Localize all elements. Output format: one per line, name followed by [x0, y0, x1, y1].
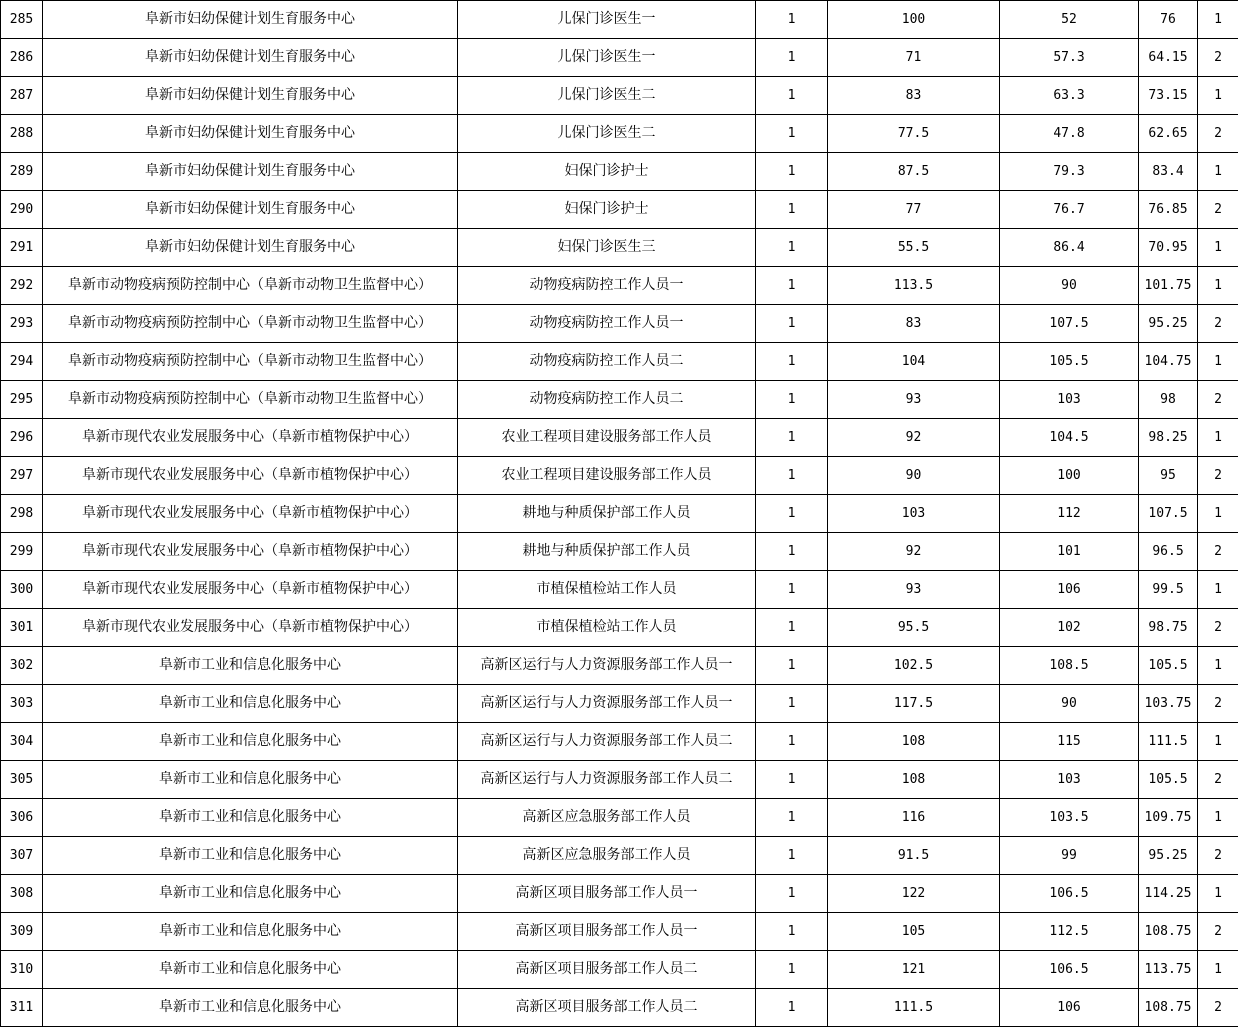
score-b-cell: 102	[1000, 609, 1139, 647]
rank-cell: 2	[1198, 685, 1238, 723]
row-index-cell: 307	[1, 837, 43, 875]
rank-cell: 1	[1198, 495, 1238, 533]
rank-cell: 1	[1198, 799, 1238, 837]
rank-cell: 1	[1198, 875, 1238, 913]
score-a-cell: 83	[828, 305, 1000, 343]
rank-cell: 1	[1198, 419, 1238, 457]
total-score-cell: 98.25	[1139, 419, 1198, 457]
table-row	[1, 875, 1238, 913]
position-name-cell: 动物疫病防控工作人员二	[458, 381, 756, 419]
row-index-cell: 301	[1, 609, 43, 647]
score-b-cell: 90	[1000, 267, 1139, 305]
score-b-cell: 106.5	[1000, 875, 1139, 913]
score-b-cell: 105.5	[1000, 343, 1139, 381]
total-score-cell: 103.75	[1139, 685, 1198, 723]
score-b-cell: 100	[1000, 457, 1139, 495]
position-name-cell: 动物疫病防控工作人员一	[458, 305, 756, 343]
row-index-cell: 309	[1, 913, 43, 951]
table-row	[1, 77, 1238, 115]
table-row	[1, 951, 1238, 989]
unit-name-cell: 阜新市工业和信息化服务中心	[43, 647, 458, 685]
table-row	[1, 685, 1238, 723]
score-a-cell: 92	[828, 533, 1000, 571]
table-row	[1, 913, 1238, 951]
unit-name-cell: 阜新市现代农业发展服务中心（阜新市植物保护中心）	[43, 609, 458, 647]
row-index-cell: 299	[1, 533, 43, 571]
position-name-cell: 妇保门诊护士	[458, 191, 756, 229]
unit-name-cell: 阜新市现代农业发展服务中心（阜新市植物保护中心）	[43, 495, 458, 533]
table-row	[1, 571, 1238, 609]
score-b-cell: 106	[1000, 989, 1139, 1027]
position-name-cell: 高新区项目服务部工作人员一	[458, 913, 756, 951]
table-row	[1, 495, 1238, 533]
rank-cell: 2	[1198, 913, 1238, 951]
row-index-cell: 287	[1, 77, 43, 115]
row-index-cell: 292	[1, 267, 43, 305]
score-b-cell: 104.5	[1000, 419, 1139, 457]
rank-cell: 2	[1198, 191, 1238, 229]
row-index-cell: 306	[1, 799, 43, 837]
hiring-count-cell: 1	[756, 343, 828, 381]
rank-cell: 1	[1198, 343, 1238, 381]
total-score-cell: 95.25	[1139, 305, 1198, 343]
score-a-cell: 105	[828, 913, 1000, 951]
score-a-cell: 83	[828, 77, 1000, 115]
score-a-cell: 77.5	[828, 115, 1000, 153]
table-row	[1, 267, 1238, 305]
row-index-cell: 291	[1, 229, 43, 267]
total-score-cell: 98	[1139, 381, 1198, 419]
row-index-cell: 303	[1, 685, 43, 723]
total-score-cell: 95.25	[1139, 837, 1198, 875]
score-b-cell: 106.5	[1000, 951, 1139, 989]
score-a-cell: 116	[828, 799, 1000, 837]
rank-cell: 2	[1198, 837, 1238, 875]
unit-name-cell: 阜新市妇幼保健计划生育服务中心	[43, 153, 458, 191]
row-index-cell: 310	[1, 951, 43, 989]
table-row	[1, 723, 1238, 761]
score-a-cell: 111.5	[828, 989, 1000, 1027]
total-score-cell: 96.5	[1139, 533, 1198, 571]
hiring-count-cell: 1	[756, 381, 828, 419]
table-row	[1, 799, 1238, 837]
row-index-cell: 290	[1, 191, 43, 229]
total-score-cell: 76	[1139, 1, 1198, 39]
table-row	[1, 457, 1238, 495]
hiring-count-cell: 1	[756, 305, 828, 343]
hiring-count-cell: 1	[756, 191, 828, 229]
hiring-count-cell: 1	[756, 533, 828, 571]
score-a-cell: 87.5	[828, 153, 1000, 191]
rank-cell: 1	[1198, 723, 1238, 761]
table-row	[1, 343, 1238, 381]
score-a-cell: 91.5	[828, 837, 1000, 875]
hiring-count-cell: 1	[756, 799, 828, 837]
position-name-cell: 儿保门诊医生二	[458, 77, 756, 115]
row-index-cell: 300	[1, 571, 43, 609]
unit-name-cell: 阜新市工业和信息化服务中心	[43, 913, 458, 951]
score-a-cell: 104	[828, 343, 1000, 381]
total-score-cell: 76.85	[1139, 191, 1198, 229]
rank-cell: 1	[1198, 153, 1238, 191]
score-b-cell: 103	[1000, 381, 1139, 419]
score-a-cell: 55.5	[828, 229, 1000, 267]
score-b-cell: 99	[1000, 837, 1139, 875]
row-index-cell: 295	[1, 381, 43, 419]
total-score-cell: 113.75	[1139, 951, 1198, 989]
total-score-cell: 111.5	[1139, 723, 1198, 761]
rank-cell: 1	[1198, 229, 1238, 267]
row-index-cell: 286	[1, 39, 43, 77]
unit-name-cell: 阜新市工业和信息化服务中心	[43, 799, 458, 837]
row-index-cell: 296	[1, 419, 43, 457]
score-b-cell: 90	[1000, 685, 1139, 723]
table-row	[1, 761, 1238, 799]
table-row	[1, 533, 1238, 571]
score-a-cell: 108	[828, 761, 1000, 799]
row-index-cell: 302	[1, 647, 43, 685]
table-row	[1, 115, 1238, 153]
score-b-cell: 101	[1000, 533, 1139, 571]
hiring-count-cell: 1	[756, 457, 828, 495]
rank-cell: 1	[1198, 647, 1238, 685]
hiring-count-cell: 1	[756, 685, 828, 723]
table-row	[1, 989, 1238, 1027]
score-a-cell: 95.5	[828, 609, 1000, 647]
score-a-cell: 92	[828, 419, 1000, 457]
score-b-cell: 115	[1000, 723, 1139, 761]
rank-cell: 2	[1198, 115, 1238, 153]
score-b-cell: 112.5	[1000, 913, 1139, 951]
row-index-cell: 289	[1, 153, 43, 191]
position-name-cell: 儿保门诊医生一	[458, 1, 756, 39]
unit-name-cell: 阜新市动物疫病预防控制中心（阜新市动物卫生监督中心）	[43, 305, 458, 343]
position-name-cell: 市植保植检站工作人员	[458, 571, 756, 609]
rank-cell: 1	[1198, 951, 1238, 989]
unit-name-cell: 阜新市动物疫病预防控制中心（阜新市动物卫生监督中心）	[43, 381, 458, 419]
row-index-cell: 297	[1, 457, 43, 495]
position-name-cell: 儿保门诊医生二	[458, 115, 756, 153]
hiring-count-cell: 1	[756, 647, 828, 685]
score-b-cell: 108.5	[1000, 647, 1139, 685]
table-row	[1, 229, 1238, 267]
total-score-cell: 73.15	[1139, 77, 1198, 115]
score-b-cell: 47.8	[1000, 115, 1139, 153]
total-score-cell: 105.5	[1139, 761, 1198, 799]
table-row	[1, 1, 1238, 39]
position-name-cell: 市植保植检站工作人员	[458, 609, 756, 647]
unit-name-cell: 阜新市妇幼保健计划生育服务中心	[43, 229, 458, 267]
row-index-cell: 298	[1, 495, 43, 533]
row-index-cell: 308	[1, 875, 43, 913]
hiring-count-cell: 1	[756, 1, 828, 39]
hiring-count-cell: 1	[756, 153, 828, 191]
unit-name-cell: 阜新市妇幼保健计划生育服务中心	[43, 115, 458, 153]
score-a-cell: 103	[828, 495, 1000, 533]
total-score-cell: 95	[1139, 457, 1198, 495]
score-a-cell: 117.5	[828, 685, 1000, 723]
score-a-cell: 90	[828, 457, 1000, 495]
table-row	[1, 837, 1238, 875]
score-b-cell: 103.5	[1000, 799, 1139, 837]
row-index-cell: 311	[1, 989, 43, 1027]
position-name-cell: 高新区项目服务部工作人员一	[458, 875, 756, 913]
score-b-cell: 52	[1000, 1, 1139, 39]
position-name-cell: 高新区运行与人力资源服务部工作人员一	[458, 647, 756, 685]
total-score-cell: 99.5	[1139, 571, 1198, 609]
score-b-cell: 76.7	[1000, 191, 1139, 229]
score-b-cell: 86.4	[1000, 229, 1139, 267]
position-name-cell: 高新区运行与人力资源服务部工作人员二	[458, 723, 756, 761]
position-name-cell: 高新区项目服务部工作人员二	[458, 951, 756, 989]
table-row	[1, 647, 1238, 685]
table-row	[1, 191, 1238, 229]
hiring-count-cell: 1	[756, 951, 828, 989]
position-name-cell: 高新区应急服务部工作人员	[458, 799, 756, 837]
hiring-count-cell: 1	[756, 837, 828, 875]
total-score-cell: 107.5	[1139, 495, 1198, 533]
position-name-cell: 动物疫病防控工作人员一	[458, 267, 756, 305]
total-score-cell: 108.75	[1139, 989, 1198, 1027]
total-score-cell: 64.15	[1139, 39, 1198, 77]
hiring-count-cell: 1	[756, 419, 828, 457]
total-score-cell: 105.5	[1139, 647, 1198, 685]
unit-name-cell: 阜新市现代农业发展服务中心（阜新市植物保护中心）	[43, 571, 458, 609]
table-row	[1, 153, 1238, 191]
unit-name-cell: 阜新市妇幼保健计划生育服务中心	[43, 39, 458, 77]
score-b-cell: 63.3	[1000, 77, 1139, 115]
unit-name-cell: 阜新市妇幼保健计划生育服务中心	[43, 191, 458, 229]
position-name-cell: 耕地与种质保护部工作人员	[458, 533, 756, 571]
unit-name-cell: 阜新市妇幼保健计划生育服务中心	[43, 77, 458, 115]
score-a-cell: 93	[828, 381, 1000, 419]
score-a-cell: 100	[828, 1, 1000, 39]
unit-name-cell: 阜新市工业和信息化服务中心	[43, 837, 458, 875]
score-b-cell: 57.3	[1000, 39, 1139, 77]
score-b-cell: 107.5	[1000, 305, 1139, 343]
total-score-cell: 98.75	[1139, 609, 1198, 647]
total-score-cell: 70.95	[1139, 229, 1198, 267]
rank-cell: 2	[1198, 989, 1238, 1027]
row-index-cell: 304	[1, 723, 43, 761]
hiring-count-cell: 1	[756, 609, 828, 647]
hiring-count-cell: 1	[756, 761, 828, 799]
position-name-cell: 高新区项目服务部工作人员二	[458, 989, 756, 1027]
position-name-cell: 儿保门诊医生一	[458, 39, 756, 77]
score-b-cell: 103	[1000, 761, 1139, 799]
position-name-cell: 耕地与种质保护部工作人员	[458, 495, 756, 533]
total-score-cell: 114.25	[1139, 875, 1198, 913]
unit-name-cell: 阜新市现代农业发展服务中心（阜新市植物保护中心）	[43, 457, 458, 495]
rank-cell: 1	[1198, 1, 1238, 39]
row-index-cell: 294	[1, 343, 43, 381]
score-a-cell: 108	[828, 723, 1000, 761]
hiring-count-cell: 1	[756, 77, 828, 115]
position-name-cell: 妇保门诊医生三	[458, 229, 756, 267]
position-name-cell: 高新区运行与人力资源服务部工作人员一	[458, 685, 756, 723]
rank-cell: 2	[1198, 609, 1238, 647]
unit-name-cell: 阜新市工业和信息化服务中心	[43, 685, 458, 723]
position-name-cell: 高新区运行与人力资源服务部工作人员二	[458, 761, 756, 799]
unit-name-cell: 阜新市工业和信息化服务中心	[43, 951, 458, 989]
table-row	[1, 39, 1238, 77]
table-row	[1, 305, 1238, 343]
rank-cell: 2	[1198, 39, 1238, 77]
unit-name-cell: 阜新市现代农业发展服务中心（阜新市植物保护中心）	[43, 533, 458, 571]
position-name-cell: 动物疫病防控工作人员二	[458, 343, 756, 381]
unit-name-cell: 阜新市工业和信息化服务中心	[43, 723, 458, 761]
unit-name-cell: 阜新市工业和信息化服务中心	[43, 875, 458, 913]
row-index-cell: 293	[1, 305, 43, 343]
position-name-cell: 农业工程项目建设服务部工作人员	[458, 419, 756, 457]
hiring-count-cell: 1	[756, 115, 828, 153]
rank-cell: 1	[1198, 77, 1238, 115]
hiring-count-cell: 1	[756, 875, 828, 913]
hiring-count-cell: 1	[756, 495, 828, 533]
hiring-count-cell: 1	[756, 913, 828, 951]
unit-name-cell: 阜新市动物疫病预防控制中心（阜新市动物卫生监督中心）	[43, 267, 458, 305]
score-a-cell: 93	[828, 571, 1000, 609]
table-row	[1, 419, 1238, 457]
hiring-count-cell: 1	[756, 39, 828, 77]
score-a-cell: 113.5	[828, 267, 1000, 305]
score-b-cell: 106	[1000, 571, 1139, 609]
rank-cell: 2	[1198, 761, 1238, 799]
unit-name-cell: 阜新市工业和信息化服务中心	[43, 989, 458, 1027]
position-name-cell: 高新区应急服务部工作人员	[458, 837, 756, 875]
rank-cell: 2	[1198, 381, 1238, 419]
score-a-cell: 121	[828, 951, 1000, 989]
rank-cell: 1	[1198, 267, 1238, 305]
table-body	[1, 1, 1238, 1027]
score-a-cell: 77	[828, 191, 1000, 229]
total-score-cell: 104.75	[1139, 343, 1198, 381]
total-score-cell: 108.75	[1139, 913, 1198, 951]
total-score-cell: 101.75	[1139, 267, 1198, 305]
row-index-cell: 285	[1, 1, 43, 39]
hiring-count-cell: 1	[756, 267, 828, 305]
hiring-count-cell: 1	[756, 989, 828, 1027]
table-row	[1, 381, 1238, 419]
position-name-cell: 妇保门诊护士	[458, 153, 756, 191]
score-b-cell: 79.3	[1000, 153, 1139, 191]
unit-name-cell: 阜新市工业和信息化服务中心	[43, 761, 458, 799]
score-a-cell: 102.5	[828, 647, 1000, 685]
score-a-cell: 71	[828, 39, 1000, 77]
hiring-count-cell: 1	[756, 571, 828, 609]
row-index-cell: 288	[1, 115, 43, 153]
total-score-cell: 109.75	[1139, 799, 1198, 837]
total-score-cell: 62.65	[1139, 115, 1198, 153]
rank-cell: 1	[1198, 571, 1238, 609]
table-row	[1, 609, 1238, 647]
total-score-cell: 83.4	[1139, 153, 1198, 191]
row-index-cell: 305	[1, 761, 43, 799]
rank-cell: 2	[1198, 305, 1238, 343]
unit-name-cell: 阜新市妇幼保健计划生育服务中心	[43, 1, 458, 39]
hiring-count-cell: 1	[756, 723, 828, 761]
rank-cell: 2	[1198, 457, 1238, 495]
rank-cell: 2	[1198, 533, 1238, 571]
unit-name-cell: 阜新市现代农业发展服务中心（阜新市植物保护中心）	[43, 419, 458, 457]
position-name-cell: 农业工程项目建设服务部工作人员	[458, 457, 756, 495]
unit-name-cell: 阜新市动物疫病预防控制中心（阜新市动物卫生监督中心）	[43, 343, 458, 381]
score-a-cell: 122	[828, 875, 1000, 913]
hiring-count-cell: 1	[756, 229, 828, 267]
score-b-cell: 112	[1000, 495, 1139, 533]
